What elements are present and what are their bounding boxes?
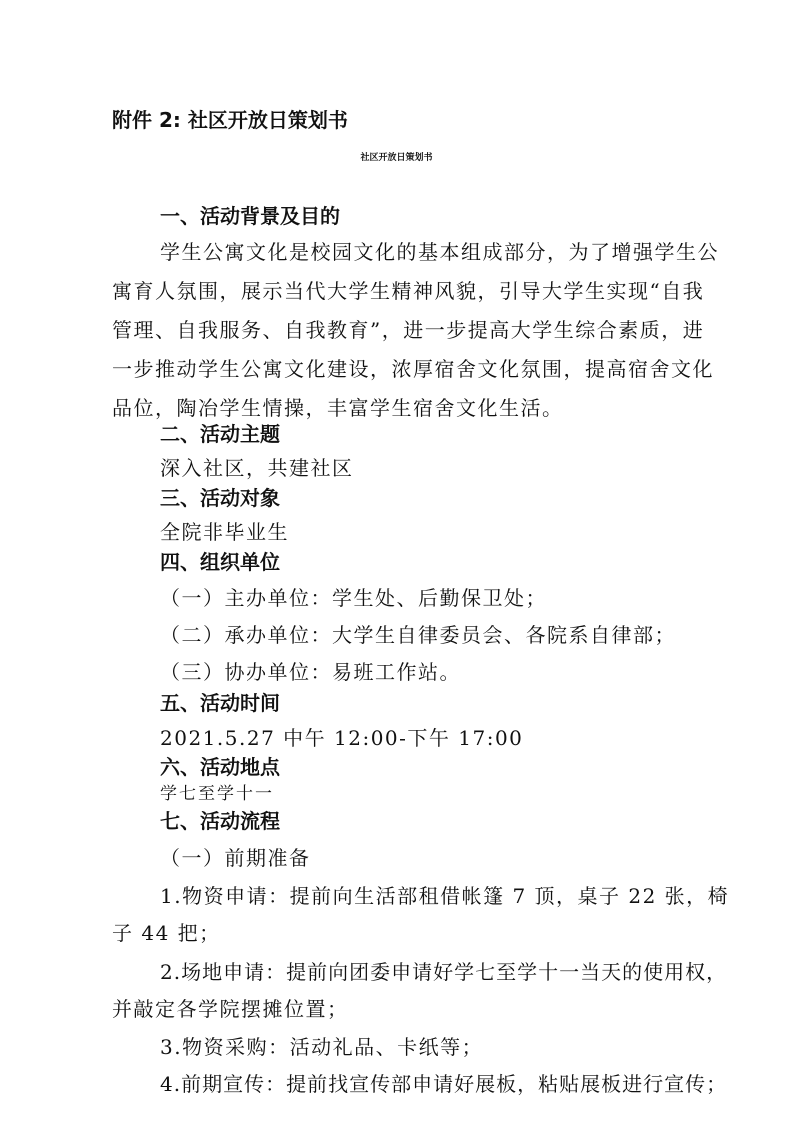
section-heading-location: 六、活动地点 (160, 755, 280, 779)
time-text: 2021.5.27 中午 12:00-下午 17:00 (160, 726, 524, 750)
process-line: 4.前期宣传：提前找宣传部申请好展板，粘贴展板进行宣传； (160, 1072, 728, 1096)
theme-text: 深入社区，共建社区 (160, 456, 354, 480)
section-heading-time: 五、活动时间 (160, 691, 280, 715)
paragraph-line: 寓育人氛围，展示当代大学生精神风貌，引导大学生实现“自我 (112, 279, 705, 303)
document-title: 社区开放日策划书 (360, 153, 433, 163)
section-heading-theme: 二、活动主题 (160, 422, 280, 446)
process-line: 1.物资申请：提前向生活部租借帐篷 7 顶，桌子 22 张，椅 (160, 884, 730, 908)
location-text: 学七至学十一 (160, 784, 274, 804)
process-line: 2.场地申请：提前向团委申请好学七至学十一当天的使用权， (160, 960, 728, 984)
section-heading-background: 一、活动背景及目的 (160, 204, 340, 228)
organizer-item: （一）主办单位：学生处、后勤保卫处； (160, 586, 547, 610)
attachment-label: 附件 2: 社区开放日策划书 (112, 108, 348, 132)
organizer-item: （三）协办单位：易班工作站。 (160, 660, 461, 684)
process-line: 子 44 把； (112, 921, 221, 945)
paragraph-line: 一步推动学生公寓文化建设，浓厚宿舍文化氛围，提高宿舍文化 (112, 357, 714, 381)
process-line: 3.物资采购：活动礼品、卡纸等； (160, 1035, 484, 1059)
organizer-item: （二）承办单位：大学生自律委员会、各院系自律部； (160, 623, 676, 647)
audience-text: 全院非毕业生 (160, 520, 289, 544)
section-heading-audience: 三、活动对象 (160, 486, 280, 510)
section-heading-process: 七、活动流程 (160, 809, 280, 833)
paragraph-line: 品位，陶冶学生情操，丰富学生宿舍文化生活。 (112, 396, 564, 420)
section-heading-organizers: 四、组织单位 (160, 550, 280, 574)
process-subheading: （一）前期准备 (160, 846, 311, 870)
paragraph-line: 管理、自我服务、自我教育”，进一步提高大学生综合素质，进 (112, 318, 705, 342)
process-line: 并敲定各学院摆摊位置； (112, 997, 349, 1021)
paragraph-line: 学生公寓文化是校园文化的基本组成部分，为了增强学生公 (160, 240, 719, 264)
